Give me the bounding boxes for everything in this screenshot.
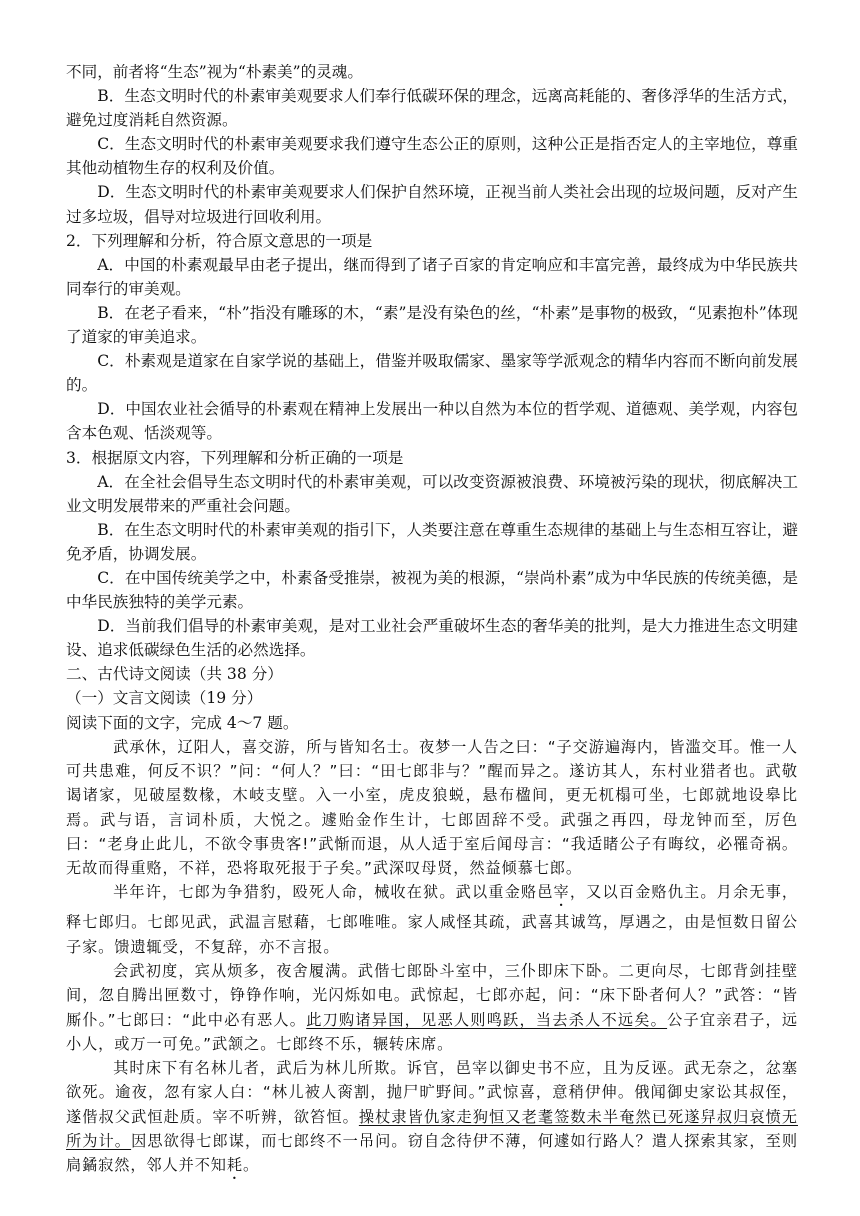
passage-text: 其时床下有名林儿者，武后为林儿所欺。诉官，邑宰以御史书不应，且为反诬。武无奈之，忿塞欲死。逾夜，忽有家人白：“林儿被人脔割，抛尸旷野间。”武惊喜，意稍伊伸。俄闻御史家讼其叔侄，遂偕叔父武恒赴质。宰不听辨，欲笞恒。 [66, 1059, 798, 1126]
q1-option-b: B．生态文明时代的朴素审美观要求人们奉行低碳环保的理念，远离高耗能的、奢侈浮华的生活方式，避免过度消耗自然资源。 [66, 87, 798, 130]
q2-option-a: A．中国的朴素观最早由老子提出，继而得到了诸子百家的肯定响应和丰富完善，最终成为中华民族共同奉行的审美观。 [66, 255, 798, 298]
q3-option-a: A．在全社会倡导生态文明时代的朴素审美观，可以改变资源被浪费、环境被污染的现状，彻底解决工业文明发展带来的严重社会问题。 [66, 472, 798, 515]
question-1-options [66, 84, 798, 229]
passage-text: 半年许，七郎为争猎豹，殴死人命，械收在狱。武以重金赂邑 [113, 883, 554, 902]
q2-option-d: D．中国农业社会循导的朴素观在精神上发展出一种以自然为本位的哲学观、道德观、美学观，内容包含本色观、恬淡观等。 [66, 400, 798, 443]
q3-stem: 3．根据原文内容，下列理解和分析正确的一项是 [66, 448, 404, 467]
q2-option-c: C．朴素观是道家在自家学说的基础上，借鉴并吸取儒家、墨家等学派观念的精华内容而不断向前发展的。 [66, 352, 798, 395]
section-heading: 二、古代诗文阅读（共 38 分） [66, 665, 283, 684]
section-2-header [66, 662, 798, 734]
passage-text: 。 [242, 1156, 260, 1175]
reading-instruction: 阅读下面的文字，完成 4～7 题。 [66, 713, 299, 732]
passage-paragraph-4 [66, 1056, 798, 1183]
q3-option-d: D．当前我们倡导的朴素审美观，是对工业社会严重破坏生态的奢华美的批判，是大力推进生态文明建设、追求低碳绿色生活的必然选择。 [66, 617, 798, 660]
q2-stem: 2．下列理解和分析，符合原文意思的一项是 [66, 231, 373, 250]
sub-section-heading: （一）文言文阅读（19 分） [66, 689, 263, 708]
passage-text: 因思欲得七郎谋，而七郎终不一吊问。窃自念待伊不薄，何遽如行路人？遣人探索其家，至则扃鐍寂然，邻人并不知 [66, 1132, 798, 1175]
passage-text: ，又以百金赂仇主。月余无事，释七郎归。七郎见武，武温言慰藉，七郎唯唯。家人咸怪其疏，武喜其诚笃，厚遇之，由是恒数日留公子家。馈遗辄受，不复辞，亦不言报。 [66, 883, 798, 956]
dotted-word: 耗 [226, 1156, 243, 1175]
q3-option-b: B．在生态文明时代的朴素审美观的指引下，人类要注意在尊重生态规律的基础上与生态相互容让，避免矛盾，协调发展。 [66, 520, 798, 563]
continued-line: 不同，前者将“生态”视为“朴素美”的灵魂。 [66, 63, 363, 81]
question-3 [66, 446, 798, 663]
q1-option-c: C．生态文明时代的朴素审美观要求我们遵守生态公正的原则，这种公正是指否定人的主宰地位，尊重其他动植物生存的权利及价值。 [66, 135, 798, 178]
underlined-sentence: 操杖隶皆仇家走狗恒又老耄签数未半奄然已死遂舁叔归哀愤无所为计。 [66, 1107, 798, 1151]
classical-passage [66, 735, 798, 1184]
passage-text: 公子宜亲君子，远小人，或万一可免。”武颔之。七郎终不乐，辗转床席。 [66, 1010, 799, 1053]
dotted-word: 宰 [553, 883, 570, 902]
passage-text: 会武初度，宾从烦多，夜舍履满。武偕七郎卧斗室中，三仆即床下卧。二更向尽，七郎背剑挂壁间，忽自腾出匣数寸，铮铮作响，光闪烁如电。武惊起，七郎亦起，问：“床下卧者何人？”武答：“皆厮仆。”七郎曰：“此中必有恶人。 [66, 962, 798, 1029]
passage-paragraph-2 [66, 880, 798, 959]
q1-option-d: D．生态文明时代的朴素审美观要求人们保护自然环境，正视当前人类社会出现的垃圾问题，反对产生过多垃圾，倡导对垃圾进行回收利用。 [66, 183, 798, 226]
q3-option-c: C．在中国传统美学之中，朴素备受推崇，被视为美的根源，“崇尚朴素”成为中华民族的传统美德，是中华民族独特的美学元素。 [66, 568, 798, 612]
question-2 [66, 229, 798, 446]
passage-paragraph-3 [66, 959, 798, 1056]
underlined-sentence: 此刀购诸异国，见恶人则鸣跃，当去杀人不远矣。 [306, 1010, 668, 1029]
q2-option-b: B．在老子看来，“朴”指没有雕琢的木，“素”是没有染色的丝，“朴素”是事物的极致，“见素抱朴”体现了道家的审美追求。 [66, 303, 798, 347]
passage-paragraph-1: 武承休，辽阳人，喜交游，所与皆知名士。夜梦一人告之曰：“子交游遍海内，皆滥交耳。惟一人可共患难，何反不识？”问：“何人？”曰：“田七郎非与？”醒而异之。遂访其人，东村业猎者也。武敬谒诸家，见破屋数椽，木岐支壁。入一小室，虎皮狼蜕，悬布楹间，更无杌榻可坐，七郎就地设皋比焉。武与语，言词朴质，大悦之。遽贻金作生计，七郎固辞不受。武强之再四，母龙钟而至，厉色曰：“老身止此儿，不欲令事贵客!”武惭而退，从人适于室后闻母言：“我适睹公子有晦纹，必罹奇祸。无故而得重赂，不祥，恐将取死报于子矣。”武深叹母贤，然益倾慕七郎。 [66, 737, 798, 878]
